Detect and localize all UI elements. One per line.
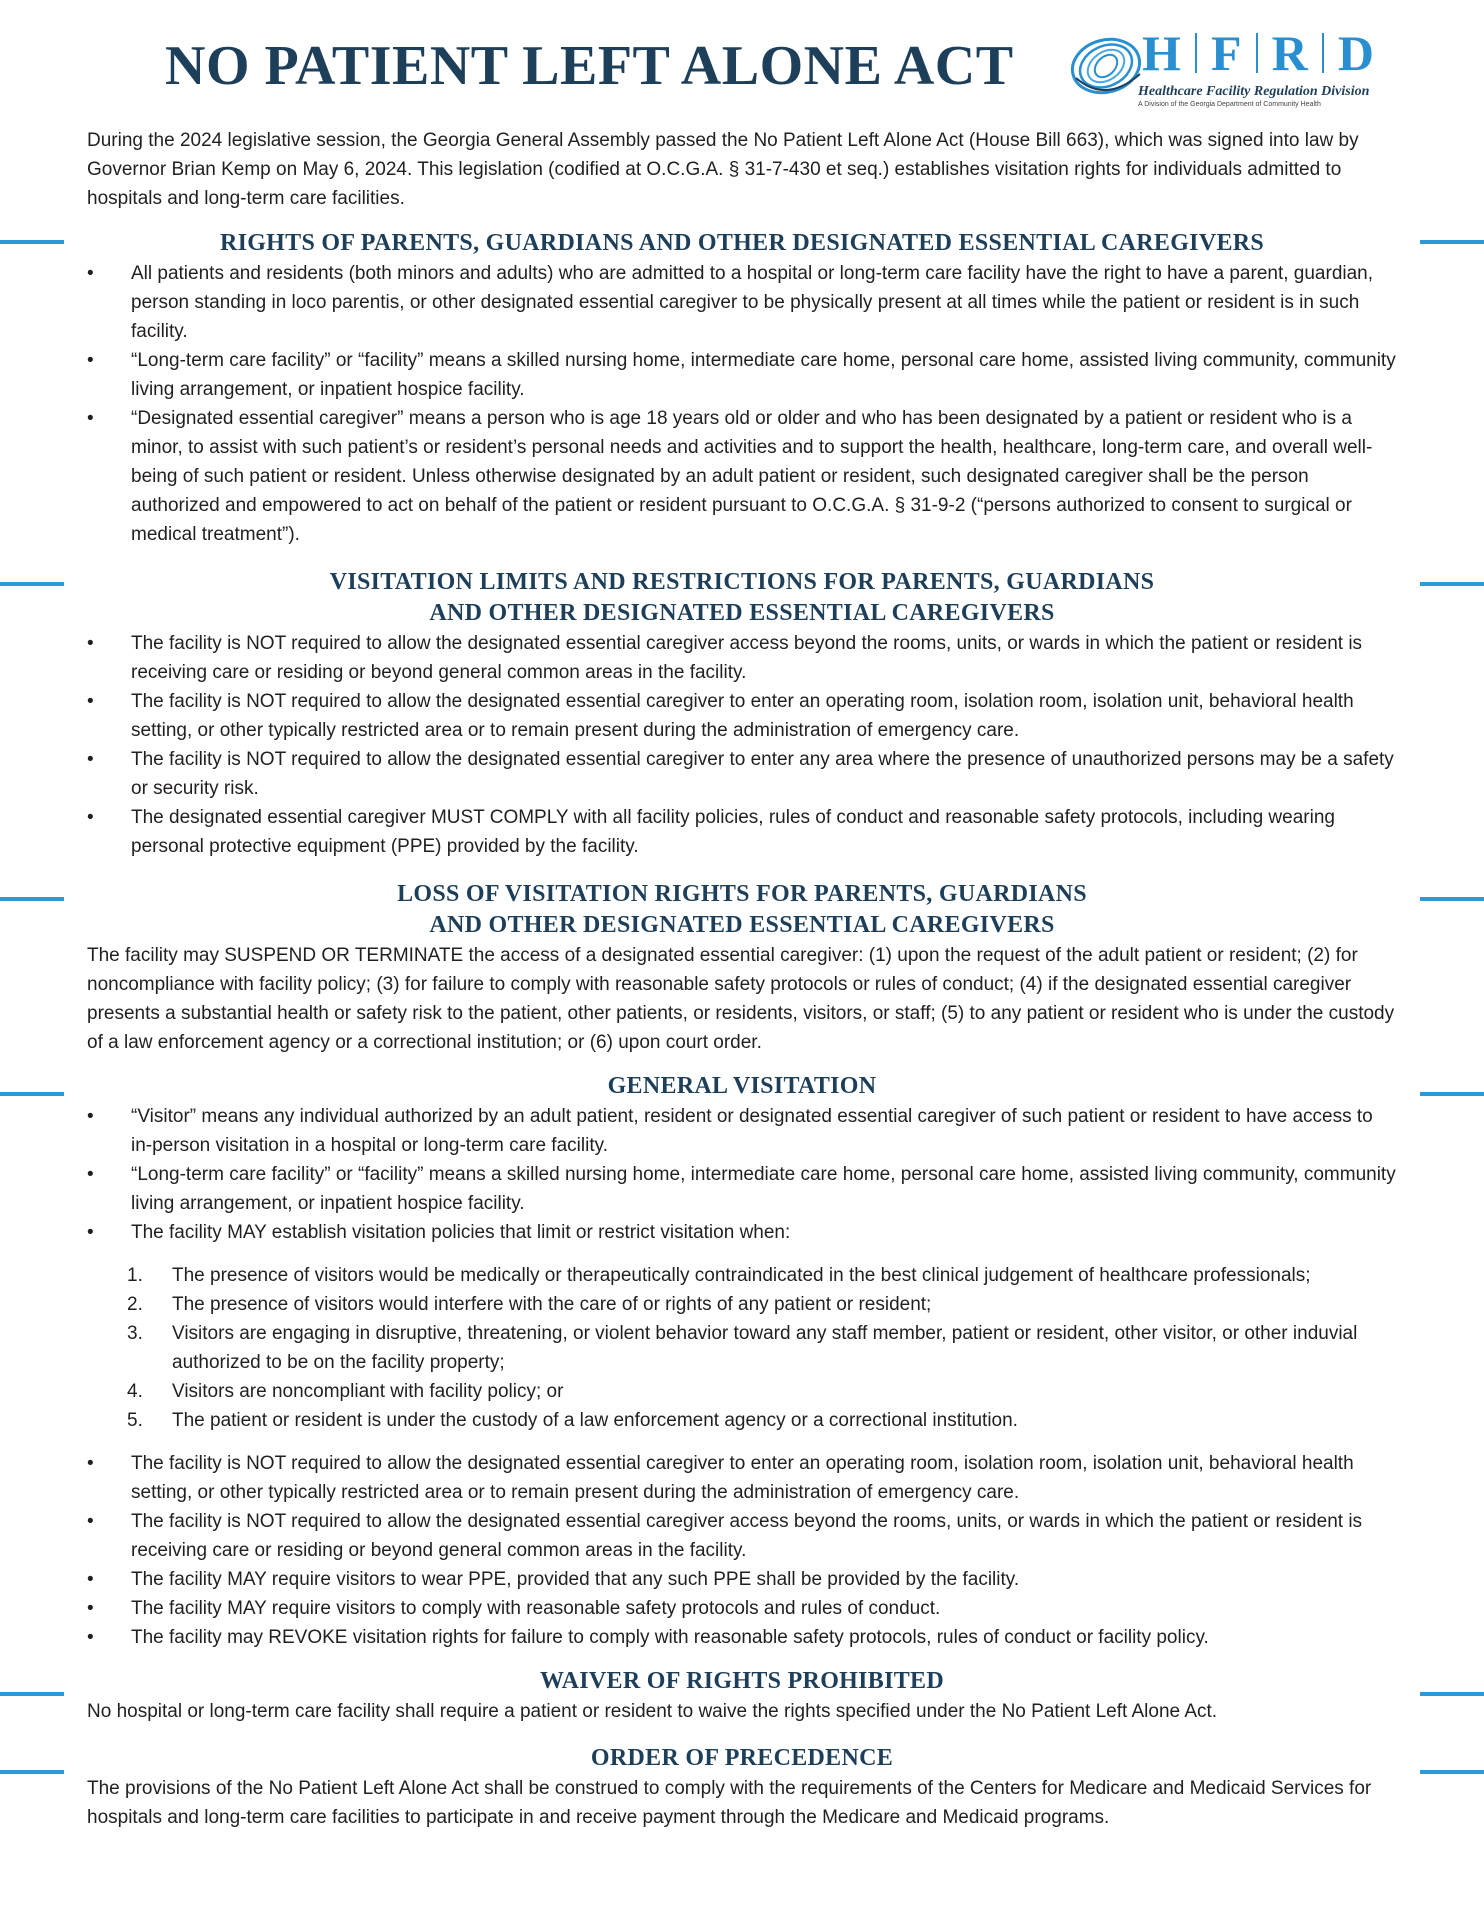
item-text: The patient or resident is under the custody of a law enforcement agency or a correctional institution. <box>172 1410 1018 1431</box>
decorative-rule <box>1420 240 1484 244</box>
heading-line: VISITATION LIMITS AND RESTRICTIONS FOR PARENTS, GUARDIANS <box>329 569 1155 595</box>
list-item: • “Designated essential caregiver” means a person who is age 18 years old or older and who has been designated by a patient or resident who is a minor, to assist with such patient’s or resident’s personal needs and activities and to support the health, healthcare, long-term care, and overall well-being of such patient or resident. Unless otherwise designated by an adult patient or resident, such designated caregiver shall be the person authorized and empowered to act on behalf of the patient or resident pursuant to O.C.G.A. § 31-9-2 (“persons authorized to consent to surgical or medical treatment”). <box>87 404 1397 549</box>
logo-separator <box>1195 33 1197 73</box>
loss-paragraph: The facility may SUSPEND OR TERMINATE the access of a designated essential caregiver: (1) upon the request of the adult patient or resident; (2) for noncompliance with facility policy; (3) for failure to comply with reasonable safety protocols or rules of conduct; (4) if the designated essential caregiver presents a substantial health or safety risk to the patient, other patients, or residents, visitors, or staff; (5) to any patient or resident who is under the custody of a law enforcement agency or a correctional institution; or (6) upon court order. <box>87 945 1395 1053</box>
heading-line: LOSS OF VISITATION RIGHTS FOR PARENTS, GUARDIANS <box>397 881 1087 907</box>
restriction-conditions-list <box>87 1261 1397 1435</box>
list-item: • The designated essential caregiver MUST COMPLY with all facility policies, rules of conduct and reasonable safety protocols, including wearing personal protective equipment (PPE) provided by the facility. <box>87 803 1397 861</box>
item-number: 4. <box>127 1381 143 1402</box>
intro-paragraph: During the 2024 legislative session, the Georgia General Assembly passed the No Patient Left Alone Act (House Bill 663), which was signed into law by Governor Brian Kemp on May 6, 2024. This legislation (codified at O.C.G.A. § 31-7-430 et seq.) establishes visitation rights for individuals admitted to hospitals and long-term care facilities. <box>87 130 1359 209</box>
waiver-paragraph: No hospital or long-term care facility shall require a patient or resident to waive the rights specified under the No Patient Left Alone Act. <box>87 1701 1218 1722</box>
item-text: The presence of visitors would be medically or therapeutically contraindicated in the best clinical judgement of healthcare professionals; <box>172 1265 1311 1286</box>
logo-division-name: Healthcare Facility Regulation Division <box>1138 84 1370 99</box>
document-body <box>87 126 1397 1832</box>
item-number: 5. <box>127 1410 143 1431</box>
numbered-item <box>87 1377 1397 1406</box>
logo-letter: F <box>1211 25 1242 81</box>
hfrd-logo <box>1068 25 1398 108</box>
decorative-rule <box>1420 1092 1484 1096</box>
item-number: 3. <box>127 1323 143 1344</box>
list-item: • All patients and residents (both minors and adults) who are admitted to a hospital or long-term care facility have the right to have a parent, guardian, person standing in loco parentis, or other designated essential caregiver to be physically present at all times while the patient or resident is in such facility. <box>87 259 1397 346</box>
item-text: Visitors are engaging in disruptive, threatening, or violent behavior toward any staff member, patient or resident, other visitor, or other induvial authorized to be on the facility property; <box>172 1323 1358 1373</box>
list-item: • The facility MAY require visitors to wear PPE, provided that any such PPE shall be provided by the facility. <box>87 1565 1397 1594</box>
logo-subtitle: A Division of the Georgia Department of Community Health <box>1138 101 1321 108</box>
section-heading-limits <box>87 567 1397 629</box>
list-item: • “Long-term care facility” or “facility” means a skilled nursing home, intermediate care home, personal care home, assisted living community, community living arrangement, or inpatient hospice facility. <box>87 1160 1397 1218</box>
limits-list <box>87 629 1397 861</box>
logo-separator <box>1322 33 1324 73</box>
section-heading-loss <box>87 879 1397 941</box>
page-title: NO PATIENT LEFT ALONE ACT <box>165 35 1014 97</box>
logo-letter: H <box>1142 25 1181 81</box>
decorative-rule <box>0 1770 64 1774</box>
decorative-rule <box>0 897 64 901</box>
list-item: • The facility MAY establish visitation policies that limit or restrict visitation when: <box>87 1218 1397 1247</box>
numbered-item <box>87 1290 1397 1319</box>
decorative-rule <box>0 240 64 244</box>
decorative-rule <box>1420 1692 1484 1696</box>
decorative-rule <box>1420 897 1484 901</box>
decorative-rule <box>0 582 64 586</box>
list-item: • The facility is NOT required to allow the designated essential caregiver access beyond the rooms, units, or wards in which the patient or resident is receiving care or residing or beyond general common areas in the facility. <box>87 629 1397 687</box>
section-heading-rights: RIGHTS OF PARENTS, GUARDIANS AND OTHER DESIGNATED ESSENTIAL CAREGIVERS <box>219 230 1265 256</box>
decorative-rule <box>0 1092 64 1096</box>
list-item: • The facility is NOT required to allow the designated essential caregiver to enter an operating room, isolation room, isolation unit, behavioral health setting, or other typically restricted area or to remain present during the administration of emergency care. <box>87 687 1397 745</box>
list-item: • The facility MAY require visitors to comply with reasonable safety protocols and rules of conduct. <box>87 1594 1397 1623</box>
header <box>0 25 1484 110</box>
list-item: • The facility is NOT required to allow the designated essential caregiver to enter an operating room, isolation room, isolation unit, behavioral health setting, or other typically restricted area or to remain present during the administration of emergency care. <box>87 1449 1397 1507</box>
numbered-item <box>87 1319 1397 1377</box>
list-item: • The facility may REVOKE visitation rights for failure to comply with reasonable safety protocols, rules of conduct or facility policy. <box>87 1623 1397 1652</box>
decorative-rule <box>0 1692 64 1696</box>
list-item: • The facility is NOT required to allow the designated essential caregiver to enter any area where the presence of unauthorized persons may be a safety or security risk. <box>87 745 1397 803</box>
list-item: • The facility is NOT required to allow the designated essential caregiver access beyond the rooms, units, or wards in which the patient or resident is receiving care or residing or beyond general common areas in the facility. <box>87 1507 1397 1565</box>
item-number: 1. <box>127 1265 143 1286</box>
rights-list <box>87 259 1397 549</box>
general-list-continued <box>87 1449 1397 1652</box>
item-number: 2. <box>127 1294 143 1315</box>
numbered-item <box>87 1406 1397 1435</box>
precedence-paragraph: The provisions of the No Patient Left Alone Act shall be construed to comply with the requirements of the Centers for Medicare and Medicaid Services for hospitals and long-term care facilities to participate in and receive payment through the Medicare and Medicaid programs. <box>87 1778 1372 1828</box>
logo-separator <box>1256 33 1258 73</box>
section-heading-general: GENERAL VISITATION <box>607 1073 877 1099</box>
list-item: • “Visitor” means any individual authorized by an adult patient, resident or designated essential caregiver of such patient or resident to have access to in-person visitation in a hospital or long-term care facility. <box>87 1102 1397 1160</box>
general-list <box>87 1102 1397 1247</box>
logo-letter: D <box>1337 25 1374 81</box>
decorative-rule <box>1420 582 1484 586</box>
section-heading-precedence: ORDER OF PRECEDENCE <box>590 1745 894 1771</box>
heading-line: AND OTHER DESIGNATED ESSENTIAL CAREGIVERS <box>429 600 1055 626</box>
item-text: Visitors are noncompliant with facility policy; or <box>172 1381 564 1402</box>
numbered-item <box>87 1261 1397 1290</box>
logo-letter: R <box>1271 25 1308 81</box>
item-text: The presence of visitors would interfere with the care of or rights of any patient or resident; <box>172 1294 932 1315</box>
decorative-rule <box>1420 1770 1484 1774</box>
heading-line: AND OTHER DESIGNATED ESSENTIAL CAREGIVERS <box>429 912 1055 938</box>
section-heading-waiver: WAIVER OF RIGHTS PROHIBITED <box>540 1668 944 1694</box>
swirl-logo-icon <box>1068 34 1148 108</box>
list-item: • “Long-term care facility” or “facility” means a skilled nursing home, intermediate care home, personal care home, assisted living community, community living arrangement, or inpatient hospice facility. <box>87 346 1397 404</box>
